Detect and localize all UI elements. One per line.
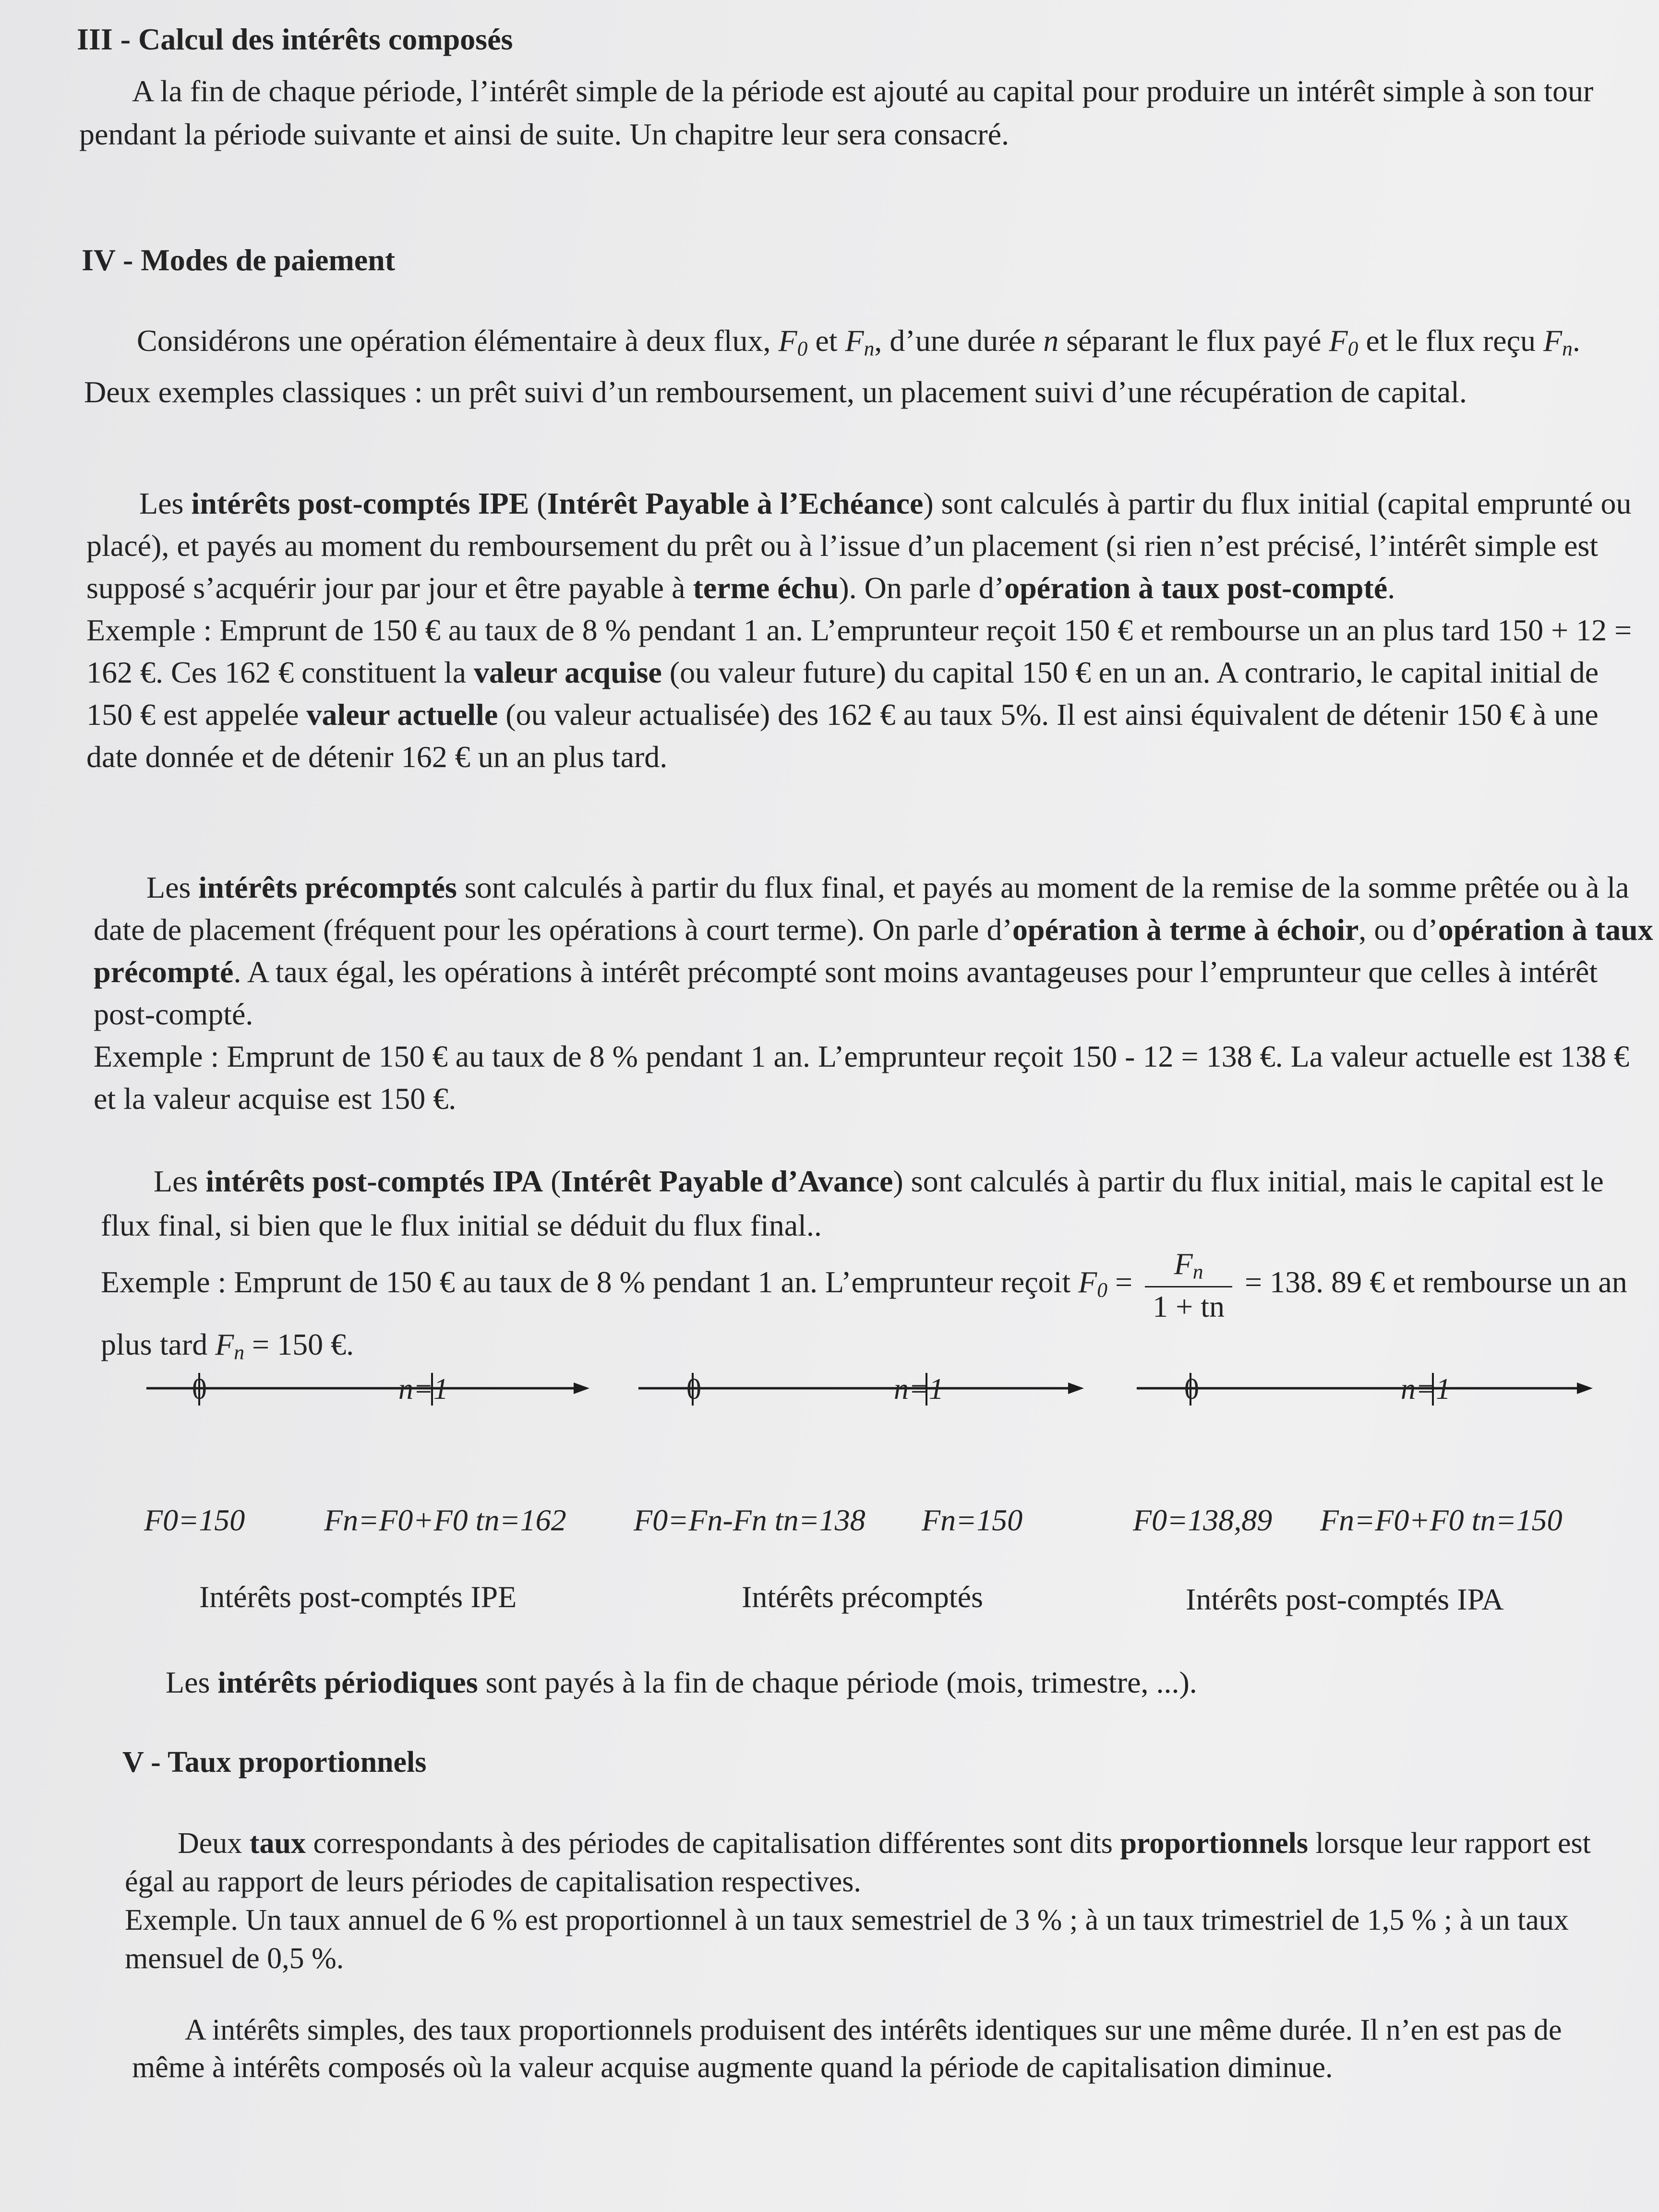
timeline-ipe-flux-end: Fn=F0+F0 tn=162 bbox=[324, 1503, 566, 1537]
timeline-ipe-arrow-icon bbox=[574, 1382, 589, 1394]
timeline-precomptes-flux-start: F0=Fn-Fn tn=138 bbox=[634, 1503, 866, 1537]
section-iv-title: IV - Modes de paiement bbox=[82, 243, 395, 277]
timeline-precomptes-caption: Intérêts précomptés bbox=[742, 1580, 983, 1614]
timeline-ipe-flux-start: F0=150 bbox=[144, 1503, 245, 1537]
timeline-precomptes-arrow-icon bbox=[1068, 1382, 1084, 1394]
timeline-ipa-caption: Intérêts post-comptés IPA bbox=[1186, 1582, 1504, 1616]
precomptes-example: Exemple : Emprunt de 150 € au taux de 8 % pendant 1 an. L’emprunteur reçoit 150 - 12 = 138 €. La valeur actuelle est 138 € et la valeur acquise est 150 €. bbox=[94, 1039, 1630, 1116]
timeline-ipa-end-label: n=1 bbox=[1401, 1373, 1451, 1406]
timeline-ipe bbox=[146, 1373, 589, 1406]
timeline-ipe-start-label: 0 bbox=[192, 1373, 207, 1406]
paragraph-two-flux: Considérons une opération élémentaire à deux flux, $F_0$ et $F_n$, d’une durée n séparant le flux payé $F_0$ et le flux reçu $F_n$. Deux exemples classiques : un prêt suivi d’un remboursement, un placement suivi d’une récupération de capital. bbox=[84, 324, 1580, 409]
timeline-ipa bbox=[1137, 1373, 1593, 1406]
paragraph-periodiques: Les intérêts périodiques sont payés à la fin de chaque période (mois, trimestre, ...). bbox=[166, 1665, 1197, 1699]
section-iii-paragraph: A la fin de chaque période, l’intérêt simple de la période est ajouté au capital pour produire un intérêt simple à son tour pendant la période suivante et ainsi de suite. Un chapitre leur sera consacré. bbox=[79, 74, 1594, 151]
ipa-example: Exemple : Emprunt de 150 € au taux de 8 % pendant 1 an. L’emprunteur reçoit $F_0$ = $\frac{F_n}{1 + tn}$ = 138. 89 € et rembourse un an plus tard $F_n = 150$ €. bbox=[101, 1247, 1627, 1364]
timeline-ipe-end-label: n=1 bbox=[398, 1373, 448, 1406]
paragraph-taux-proportionnels: Deux taux correspondants à des périodes de capitalisation différentes sont dits proportionnels lorsque leur rapport est égal au rapport de leurs périodes de capitalisation respectives. Exemple. Un taux annuel de 6 % est proportionnel à un taux semestriel de 3 % ; à un taux trimestriel de 1,5 % ; à un taux mensuel de 0,5 %. bbox=[125, 1827, 1591, 1975]
paragraph-ipe: Les intérêts post-comptés IPE (Intérêt Payable à l’Echéance) sont calculés à partir du flux initial (capital emprunté ou placé), et payés au moment du remboursement du prêt ou à l’issue d’un placement (si rien n’est précisé, l’intérêt simple est supposé s’acquérir jour par jour et être payable à terme échu). On parle d’opération à taux post-compté. Exemple : Emprunt de 150 € au taux de 8 % pendant 1 an. L’emprunteur reçoit 150 € et rembourse un an plus tard 150 + 12 = 162 €. Ces 162 € constituent la valeur acquise (ou valeur future) du capital 150 € en un an. A contrario, le capital initial de 150 € est appelée valeur actuelle (ou valeur actualisée) des 162 € au taux 5%. Il est ainsi équivalent de détenir 150 € à une date donnée et de détenir 162 € un an plus tard. bbox=[86, 486, 1632, 774]
paragraph-interets-simples: A intérêts simples, des taux proportionnels produisent des intérêts identiques sur une même durée. Il n’en est pas de même à intérêts composés où la valeur acquise augmente quand la période de capitalisation diminue. bbox=[132, 2014, 1562, 2084]
timeline-ipa-start-label: 0 bbox=[1184, 1373, 1199, 1406]
timeline-ipa-flux-end: Fn=F0+F0 tn=150 bbox=[1320, 1503, 1563, 1537]
paragraph-precomptes: Les intérêts précomptés sont calculés à partir du flux final, et payés au moment de la remise de la somme prêtée ou à la date de placement (fréquent pour les opérations à court terme). On parle d’opération à terme à échoir, ou d’opération à taux précompté. A taux égal, les opérations à intérêt précompté sont moins avantageuses pour l’emprunteur que celles à intérêt post-compté. Exemple : Emprunt de 150 € au taux de 8 % pendant 1 an. L’emprunteur reçoit 150 - 12 = 138 €. La valeur actuelle est 138 € et la valeur acquise est 150 €. bbox=[94, 870, 1653, 1116]
timeline-precomptes bbox=[638, 1373, 1084, 1406]
timeline-ipa-flux-start: F0=138,89 bbox=[1133, 1503, 1273, 1537]
timeline-precomptes-end-label: n=1 bbox=[894, 1373, 944, 1406]
timeline-precomptes-start-label: 0 bbox=[686, 1373, 701, 1406]
paragraph-ipa: Les intérêts post-comptés IPA (Intérêt Payable d’Avance) sont calculés à partir du flux initial, mais le capital est le flux final, si bien que le flux initial se déduit du flux final.. Exemple : Emprunt de 150 € au taux de 8 % pendant 1 an. L’emprunteur reçoit $F_0$ = $\frac{F_n}{1 + tn}$ = 138. 89 € et rembourse un an plus tard $F_n = 150$ €. bbox=[101, 1164, 1627, 1364]
ipe-example: Exemple : Emprunt de 150 € au taux de 8 % pendant 1 an. L’emprunteur reçoit 150 € et rembourse un an plus tard 150 + 12 = 162 €. Ces 162 € constituent la valeur acquise (ou valeur future) du capital 150 € en un an. A contrario, le capital initial de 150 € est appelée valeur actuelle (ou valeur actualisée) des 162 € au taux 5%. Il est ainsi équivalent de détenir 150 € à une date donnée et de détenir 162 € un an plus tard. bbox=[86, 613, 1632, 774]
section-v-title: V - Taux proportionnels bbox=[122, 1746, 427, 1779]
section-v-example: Exemple. Un taux annuel de 6 % est proportionnel à un taux semestriel de 3 % ; à un taux trimestriel de 1,5 % ; à un taux mensuel de 0,5 %. bbox=[125, 1904, 1569, 1975]
section-iii-title: III - Calcul des intérêts composés bbox=[77, 22, 513, 56]
timeline-ipe-caption: Intérêts post-comptés IPE bbox=[199, 1580, 517, 1614]
timeline-ipa-arrow-icon bbox=[1577, 1382, 1593, 1394]
timeline-precomptes-flux-end: Fn=150 bbox=[922, 1503, 1023, 1537]
ipa-fraction: $\frac{F_n}{1 + tn}$ bbox=[1145, 1248, 1232, 1322]
